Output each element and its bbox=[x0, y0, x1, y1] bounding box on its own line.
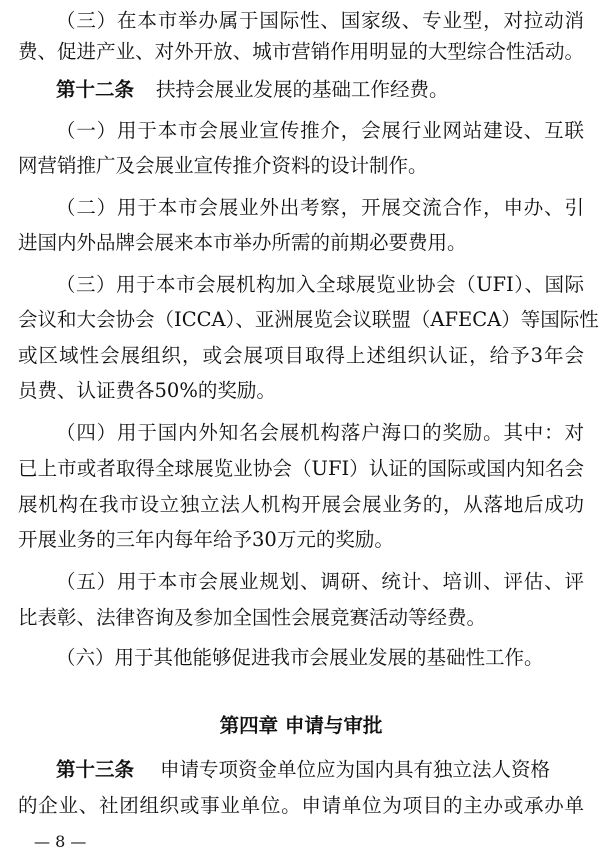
text-line: 员费、认证费各50%的奖励。 bbox=[18, 379, 276, 402]
text-line: 进国内外品牌会展来本市举办所需的前期必要费用。 bbox=[18, 231, 467, 254]
article-text: 申请专项资金单位应为国内具有独立法人资格 bbox=[160, 758, 551, 781]
text-line: （一）用于本市会展业宣传推介，会展行业网站建设、互联 bbox=[56, 119, 584, 142]
text-line: 会议和大会协会（ICCA）、亚洲展览会议联盟（AFECA）等国际性 bbox=[18, 308, 599, 331]
text-line: 网营销推广及会展业宣传推介资料的设计制作。 bbox=[18, 154, 428, 177]
page-number: — 8 — bbox=[34, 832, 87, 851]
text-line: （六）用于其他能够促进我市会展业发展的基础性工作。 bbox=[56, 646, 544, 669]
text-line: （五）用于本市会展业规划、调研、统计、培训、评估、评 bbox=[56, 570, 584, 593]
text-line: （三）用于本市会展机构加入全球展览业协会（UFI）、国际 bbox=[56, 273, 584, 296]
text-line: 展机构在我市设立独立法人机构开展会展业务的，从落地后成功 bbox=[18, 493, 584, 516]
text-line: 已上市或者取得全球展览业协会（UFI）认证的国际或国内知名会 bbox=[18, 457, 584, 480]
text-line: （四）用于国内外知名会展机构落户海口的奖励。其中：对 bbox=[56, 421, 584, 444]
chapter-heading: 第四章 申请与审批 bbox=[219, 714, 383, 737]
text-line: 开展业务的三年内每年给予30万元的奖励。 bbox=[18, 528, 394, 551]
text-line: 或区域性会展组织，或会展项目取得上述组织认证，给予3年会 bbox=[18, 344, 584, 367]
text-line: （二）用于本市会展业外出考察，开展交流合作，申办、引 bbox=[56, 196, 584, 219]
article-13 bbox=[18, 757, 584, 783]
article-12 bbox=[18, 77, 584, 103]
text-line: 的企业、社团组织或事业单位。申请单位为项目的主办或承办单 bbox=[18, 794, 584, 817]
article-text: 扶持会展业发展的基础工作经费。 bbox=[156, 78, 449, 101]
text-line: （三）在本市举办属于国际性、国家级、专业型，对拉动消 bbox=[56, 9, 584, 32]
text-line: 费、促进产业、对外开放、城市营销作用明显的大型综合性活动。 bbox=[18, 40, 584, 63]
text-line: 比表彰、法律咨询及参加全国性会展竞赛活动等经费。 bbox=[18, 606, 487, 629]
article-heading: 第十三条 bbox=[56, 758, 135, 781]
article-heading: 第十二条 bbox=[56, 78, 135, 101]
